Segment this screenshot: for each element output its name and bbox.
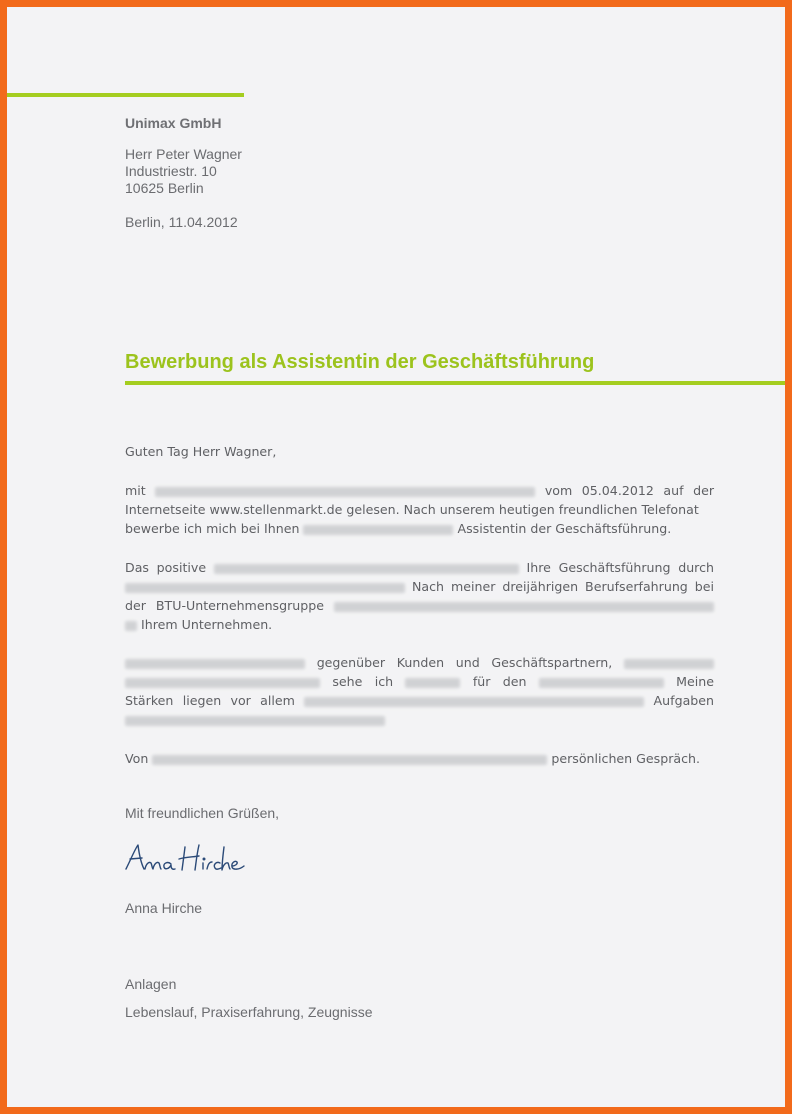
top-accent-rule bbox=[7, 93, 244, 97]
paragraph-2-line-1 bbox=[125, 558, 714, 577]
text-fragment: Ihrem Unternehmen. bbox=[141, 617, 273, 632]
redacted-text bbox=[624, 659, 714, 669]
text-fragment: Aufgaben bbox=[653, 693, 715, 708]
paragraph-2-line-4 bbox=[125, 615, 714, 634]
recipient-city: 10625 Berlin bbox=[125, 180, 204, 196]
paragraph-3-line-4 bbox=[125, 710, 714, 729]
text-fragment: Assistentin der Geschäftsführung. bbox=[457, 521, 672, 536]
paragraph-4-line-1 bbox=[125, 749, 714, 768]
text-fragment: Von bbox=[125, 751, 149, 766]
redacted-text bbox=[405, 678, 460, 688]
text-fragment: Stärken liegen vor allem bbox=[125, 693, 295, 708]
subject-accent-rule bbox=[125, 381, 785, 385]
handwritten-signature bbox=[123, 839, 253, 877]
text-fragment: Ihre Geschäftsführung durch bbox=[526, 560, 714, 575]
redacted-text bbox=[304, 697, 644, 707]
paragraph-3-line-1 bbox=[125, 653, 714, 672]
text-fragment: Meine bbox=[676, 674, 714, 689]
text-fragment: für den bbox=[472, 674, 527, 689]
paragraph-1-line-1 bbox=[125, 481, 714, 500]
redacted-text bbox=[125, 621, 137, 631]
paragraph-1-line-2: Internetseite www.stellenmarkt.de gelesen. Nach unserem heutigen freundlichen Telefonat bbox=[125, 502, 699, 517]
redacted-text bbox=[303, 525, 453, 535]
letter-page bbox=[7, 7, 785, 1107]
text-fragment: der BTU-Unternehmensgruppe bbox=[125, 598, 324, 613]
text-fragment: gegenüber Kunden und Geschäftspartnern, bbox=[316, 655, 613, 670]
letter-date: Berlin, 11.04.2012 bbox=[125, 214, 238, 230]
redacted-text bbox=[125, 678, 320, 688]
closing-line: Mit freundlichen Grüßen, bbox=[125, 805, 280, 821]
recipient-street: Industriestr. 10 bbox=[125, 163, 217, 179]
redacted-text bbox=[125, 659, 305, 669]
letter-subject: Bewerbung als Assistentin der Geschäftsführung bbox=[125, 351, 595, 373]
text-fragment: bewerbe ich mich bei Ihnen bbox=[125, 521, 300, 536]
enclosures-title: Anlagen bbox=[125, 976, 177, 992]
paragraph-2-line-3 bbox=[125, 596, 714, 615]
text-fragment: persönlichen Gespräch. bbox=[551, 751, 701, 766]
redacted-text bbox=[155, 487, 535, 497]
text-fragment: Das positive bbox=[125, 560, 207, 575]
text-fragment: sehe ich bbox=[332, 674, 394, 689]
signer-name: Anna Hirche bbox=[125, 900, 203, 916]
text-fragment: mit bbox=[125, 483, 146, 498]
recipient-company: Unimax GmbH bbox=[125, 115, 222, 131]
paragraph-3-line-2 bbox=[125, 672, 714, 691]
redacted-text bbox=[152, 755, 547, 765]
paragraph-3-line-3 bbox=[125, 691, 714, 710]
recipient-name: Herr Peter Wagner bbox=[125, 146, 242, 162]
redacted-text bbox=[214, 564, 519, 574]
paragraph-2-line-2 bbox=[125, 577, 714, 596]
redacted-text bbox=[334, 602, 714, 612]
greeting: Guten Tag Herr Wagner, bbox=[125, 444, 277, 459]
redacted-text bbox=[125, 716, 385, 726]
redacted-text bbox=[539, 678, 664, 688]
redacted-text bbox=[125, 583, 405, 593]
paragraph-1-line-3 bbox=[125, 519, 714, 538]
text-fragment: vom 05.04.2012 auf der bbox=[544, 483, 714, 498]
enclosures-list: Lebenslauf, Praxiserfahrung, Zeugnisse bbox=[125, 1004, 373, 1020]
text-fragment: Nach meiner dreijährigen Berufserfahrung bei bbox=[411, 579, 714, 594]
